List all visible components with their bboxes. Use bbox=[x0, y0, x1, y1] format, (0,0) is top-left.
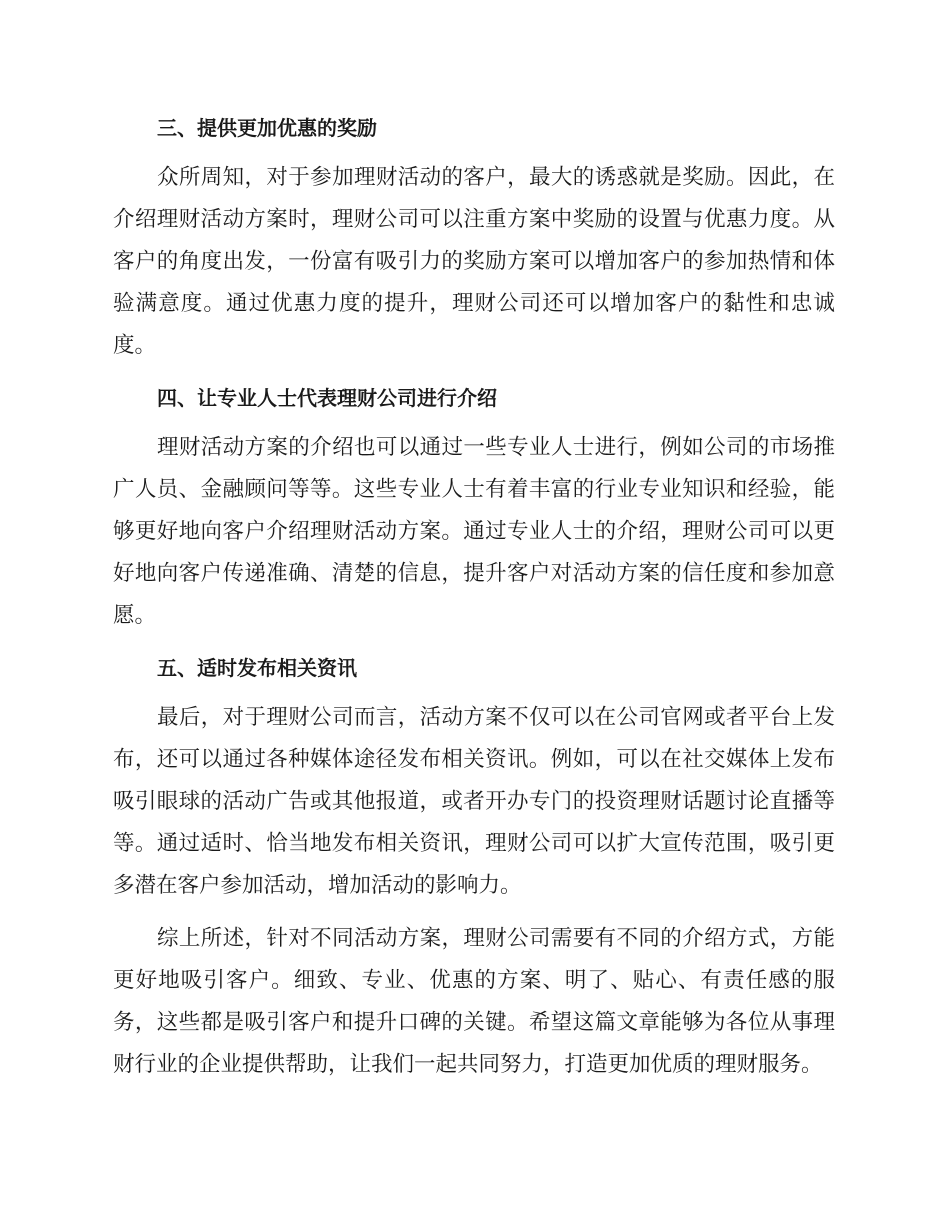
section-heading-4: 四、让专业人士代表理财公司进行介绍 bbox=[157, 386, 497, 410]
section-heading-5: 五、适时发布相关资讯 bbox=[157, 656, 357, 680]
paragraph-publish-news: 最后，对于理财公司而言，活动方案不仅可以在公司官网或者平台上发布，还可以通过各种媒体途径发布相关资讯。例如，可以在社交媒体上发布吸引眼球的活动广告或其他报道，或者开办专门的投资理财话题讨论直播等等。通过适时、恰当地发布相关资讯，理财公司可以扩大宣传范围，吸引更多潜在客户参加活动，增加活动的影响力。 bbox=[113, 705, 835, 898]
document-body bbox=[113, 108, 835, 1097]
paragraph-conclusion: 综上所述，针对不同活动方案，理财公司需要有不同的介绍方式，方能更好地吸引客户。细致、专业、优惠的方案、明了、贴心、有责任感的服务，这些都是吸引客户和提升口碑的关键。希望这篇文章能够为各位从事理财行业的企业提供帮助，让我们一起共同努力，打造更加优质的理财服务。 bbox=[113, 926, 835, 1077]
paragraph-rewards: 众所周知，对于参加理财活动的客户，最大的诱惑就是奖励。因此，在介绍理财活动方案时，理财公司可以注重方案中奖励的设置与优惠力度。从客户的角度出发，一份富有吸引力的奖励方案可以增加客户的参加热情和体验满意度。通过优惠力度的提升，理财公司还可以增加客户的黏性和忠诚度。 bbox=[113, 165, 835, 358]
paragraph-professionals: 理财活动方案的介绍也可以通过一些专业人士进行，例如公司的市场推广人员、金融顾问等等。这些专业人士有着丰富的行业专业知识和经验，能够更好地向客户介绍理财活动方案。通过专业人士的介绍，理财公司可以更好地向客户传递准确、清楚的信息，提升客户对活动方案的信任度和参加意愿。 bbox=[113, 435, 835, 628]
section-heading-3: 三、提供更加优惠的奖励 bbox=[157, 116, 377, 140]
